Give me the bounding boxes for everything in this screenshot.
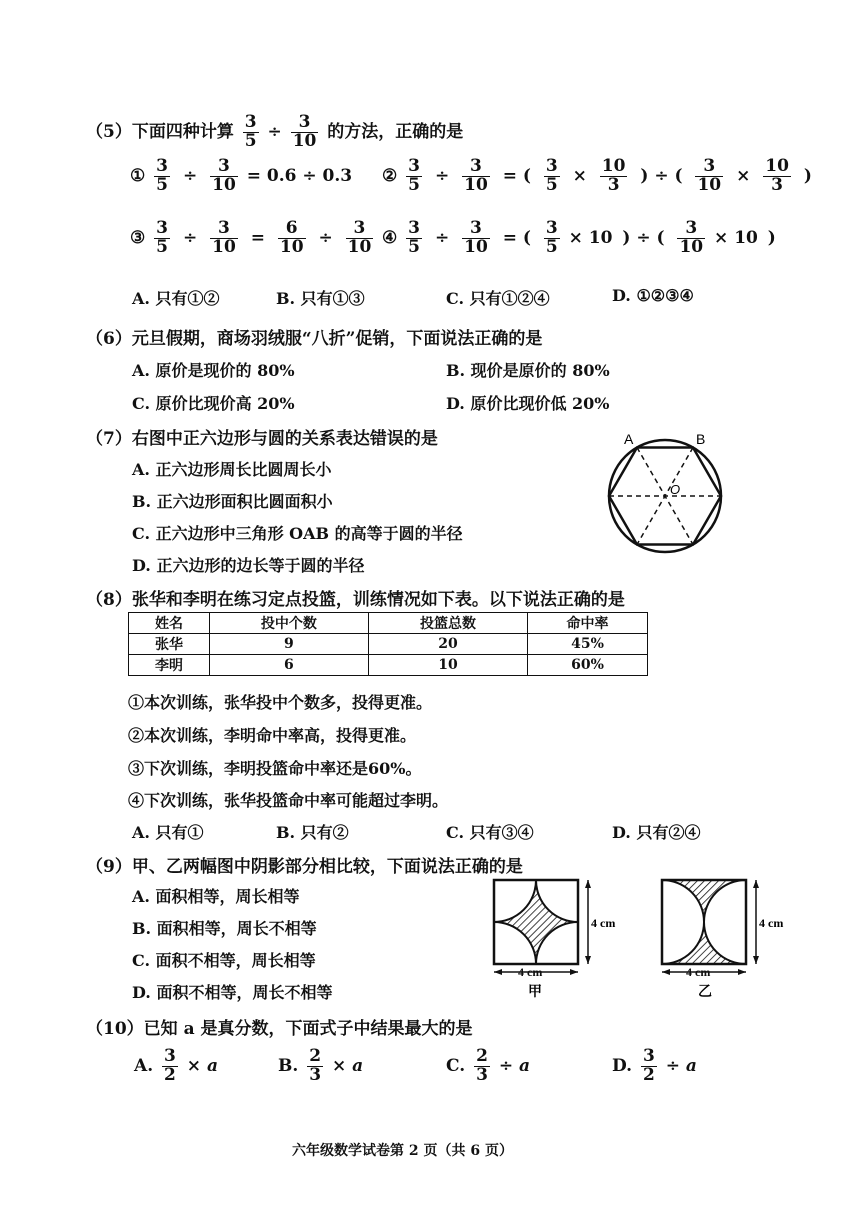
q9-choice-b[interactable]: B. 面积相等，周长不相等 bbox=[132, 919, 317, 938]
table-cell: 9 bbox=[209, 634, 368, 655]
q7-label-a: A bbox=[624, 431, 634, 447]
q7-choice-d[interactable]: D. 正六边形的边长等于圆的半径 bbox=[132, 556, 365, 575]
table-header: 投中个数 bbox=[209, 613, 368, 634]
q7-choice-b[interactable]: B. 正六边形面积比圆面积小 bbox=[132, 492, 333, 511]
table-cell: 6 bbox=[209, 655, 368, 676]
page-footer: 六年级数学试卷第 2 页（共 6 页） bbox=[292, 1143, 513, 1159]
q6-choice-c[interactable]: C. 原价比现价高 20% bbox=[132, 394, 295, 413]
q6-stem: （6）元旦假期，商场羽绒服“八折”促销，下面说法正确的是 bbox=[86, 329, 543, 349]
q5-stem-frac1: $\frac{3}{5}$ bbox=[244, 112, 257, 151]
table-header: 姓名 bbox=[129, 613, 210, 634]
q5-method-3: ③ $\frac{3}{5}$ ÷ $\frac{3}{10}$ = $\frac{6}{10}$ ÷ $\frac{3}{10}$ bbox=[130, 218, 372, 257]
q7-choice-c[interactable]: C. 正六边形中三角形 OAB 的高等于圆的半径 bbox=[132, 524, 463, 543]
q8-choice-a[interactable]: A. 只有① bbox=[132, 823, 204, 842]
q9-choice-c[interactable]: C. 面积不相等，周长相等 bbox=[132, 951, 316, 970]
q8-table bbox=[128, 612, 648, 676]
q8-statement-2: ②本次训练，李明命中率高，投得更准。 bbox=[128, 726, 417, 745]
q5-choice-a[interactable]: A. 只有①② bbox=[132, 289, 220, 308]
q8-choice-d[interactable]: D. 只有②④ bbox=[612, 823, 701, 842]
q7-label-b: B bbox=[696, 431, 706, 447]
table-cell: 李明 bbox=[129, 655, 210, 676]
table-header-row bbox=[129, 613, 648, 634]
table-cell: 45% bbox=[528, 634, 648, 655]
q10-choice-b[interactable]: B. $\frac{2}{3}$ × a bbox=[278, 1046, 364, 1085]
q7-label-o: O bbox=[670, 482, 681, 497]
table-row bbox=[129, 634, 648, 655]
q8-stem: （8）张华和李明在练习定点投篮，训练情况如下表。以下说法正确的是 bbox=[86, 590, 625, 610]
q6-choice-d[interactable]: D. 原价比现价低 20% bbox=[446, 394, 610, 413]
q10-choice-c[interactable]: C. $\frac{2}{3}$ ÷ a bbox=[446, 1046, 531, 1085]
q9-jia-name: 甲 bbox=[528, 984, 542, 1000]
q9-yi-name: 乙 bbox=[698, 984, 712, 1000]
q9-figure-yi bbox=[656, 872, 786, 1002]
q8-statement-4: ④下次训练，张华投篮命中率可能超过李明。 bbox=[128, 791, 449, 810]
q5-choice-c[interactable]: C. 只有①②④ bbox=[446, 289, 550, 308]
q8-statement-3: ③下次训练，李明投篮命中率还是60%。 bbox=[128, 759, 422, 778]
table-header: 命中率 bbox=[528, 613, 648, 634]
q5-method-2: ② $\frac{3}{5}$ ÷ $\frac{3}{10}$ = ( $\frac{3}{5}$ × $\frac{10}{3}$ ) ÷ ( $\frac{3}{10}$ × $\frac{10}{3}$ ) bbox=[382, 156, 812, 195]
table-cell: 张华 bbox=[129, 634, 210, 655]
q5-method-4: ④ $\frac{3}{5}$ ÷ $\frac{3}{10}$ = ( $\frac{3}{5}$ × 10 ) ÷ ( $\frac{3}{10}$ × 10 ) bbox=[382, 218, 776, 257]
table-cell: 10 bbox=[368, 655, 527, 676]
q5-choice-b[interactable]: B. 只有①③ bbox=[276, 289, 365, 308]
q10-choice-d[interactable]: D. $\frac{3}{2}$ ÷ a bbox=[612, 1046, 697, 1085]
q7-choice-a[interactable]: A. 正六边形周长比圆周长小 bbox=[132, 460, 332, 479]
q6-choice-a[interactable]: A. 原价是现价的 80% bbox=[132, 361, 295, 380]
q10-stem: （10）已知 a 是真分数，下面式子中结果最大的是 bbox=[86, 1019, 473, 1039]
q5-stem-suffix: 的方法，正确的是 bbox=[327, 121, 464, 142]
q9-jia-bottom-label: 4 cm bbox=[518, 965, 543, 979]
q9-choice-a[interactable]: A. 面积相等，周长相等 bbox=[132, 887, 300, 906]
q10-choice-a[interactable]: A. $\frac{3}{2}$ × a bbox=[134, 1046, 218, 1085]
table-header: 投篮总数 bbox=[368, 613, 527, 634]
q5-stem: （5）下面四种计算 $\frac{3}{5}$ ÷ $\frac{3}{10}$ 的方法，正确的是 bbox=[86, 112, 464, 151]
q9-figure-jia bbox=[488, 872, 618, 1002]
table-row bbox=[129, 655, 648, 676]
q9-yi-side-label: 4 cm bbox=[759, 916, 784, 930]
q9-jia-side-label: 4 cm bbox=[591, 916, 616, 930]
q5-choice-d[interactable]: D. ①②③④ bbox=[612, 286, 694, 305]
q8-statement-1: ①本次训练，张华投中个数多，投得更准。 bbox=[128, 693, 433, 712]
q5-method-1: ① $\frac{3}{5}$ ÷ $\frac{3}{10}$ = 0.6 ÷ 0.3 bbox=[130, 156, 353, 195]
table-cell: 20 bbox=[368, 634, 527, 655]
table-cell: 60% bbox=[528, 655, 648, 676]
q9-stem: （9）甲、乙两幅图中阴影部分相比较，下面说法正确的是 bbox=[86, 857, 523, 877]
q9-yi-bottom-label: 4 cm bbox=[686, 965, 711, 979]
q5-stem-prefix: （5）下面四种计算 bbox=[86, 121, 234, 142]
q8-choice-c[interactable]: C. 只有③④ bbox=[446, 823, 534, 842]
q8-choice-b[interactable]: B. 只有② bbox=[276, 823, 349, 842]
q7-hexagon-figure bbox=[600, 426, 730, 556]
q6-choice-b[interactable]: B. 现价是原价的 80% bbox=[446, 361, 610, 380]
q9-choice-d[interactable]: D. 面积不相等，周长不相等 bbox=[132, 983, 333, 1002]
q5-stem-frac2: $\frac{3}{10}$ bbox=[292, 112, 317, 151]
q7-stem: （7）右图中正六边形与圆的关系表达错误的是 bbox=[86, 429, 438, 449]
